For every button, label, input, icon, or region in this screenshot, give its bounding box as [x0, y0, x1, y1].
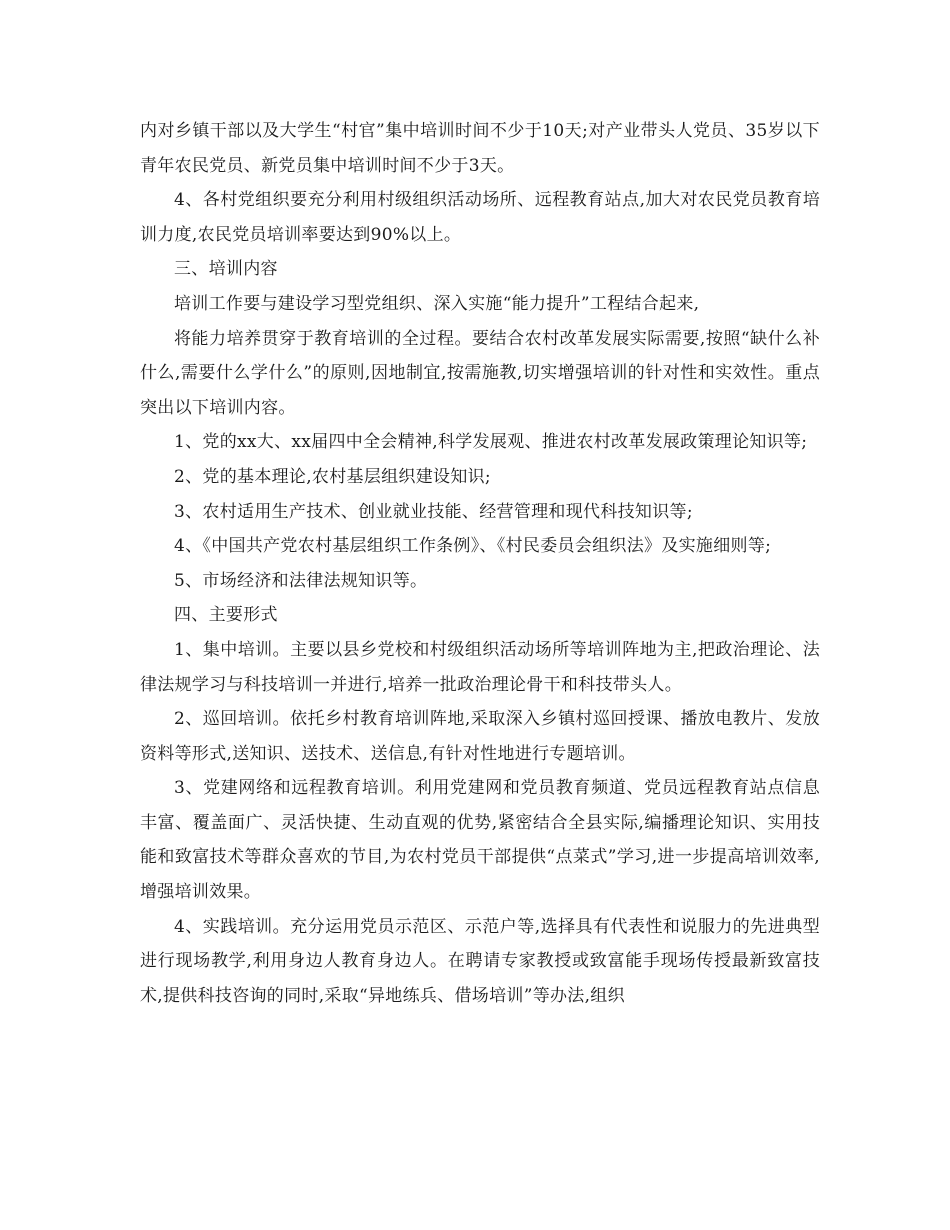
paragraph: 1、集中培训。主要以县乡党校和村级组织活动场所等培训阵地为主,把政治理论、法律法规学习与科技培训一并进行,培养一批政治理论骨干和科技带头人。	[140, 639, 820, 695]
paragraph: 3、党建网络和远程教育培训。利用党建网和党员教育频道、党员远程教育站点信息丰富、覆盖面广、灵活快捷、生动直观的优势,紧密结合全县实际,编播理论知识、实用技能和致富技术等群众喜欢的节目,为农村党员干部提供“点菜式”学习,进一步提高培训效率,增强培训效果。	[140, 778, 820, 903]
document-body	[140, 114, 820, 1013]
paragraph: 将能力培养贯穿于教育培训的全过程。要结合农村改革发展实际需要,按照“缺什么补什么,需要什么学什么”的原则,因地制宜,按需施教,切实增强培训的针对性和实效性。重点突出以下培训内容。	[140, 328, 820, 418]
paragraph: 2、党的基本理论,农村基层组织建设知识;	[174, 466, 491, 487]
paragraph: 四、主要形式	[174, 605, 278, 626]
paragraph: 1、党的xx大、xx届四中全会精神,科学发展观、推进农村改革发展政策理论知识等;	[174, 432, 808, 453]
paragraph: 培训工作要与建设学习型党组织、深入实施“能力提升”工程结合起来,	[174, 293, 700, 314]
paragraph: 内对乡镇干部以及大学生“村官”集中培训时间不少于10天;对产业带头人党员、35岁以下青年农民党员、新党员集中培训时间不少于3天。	[140, 121, 820, 176]
paragraph: 三、培训内容	[174, 259, 278, 280]
paragraph: 4、《中国共产党农村基层组织工作条例》、《村民委员会组织法》及实施细则等;	[174, 536, 772, 557]
paragraph: 4、各村党组织要充分利用村级组织活动场所、远程教育站点,加大对农民党员教育培训力度,农民党员培训率要达到90%以上。	[140, 190, 820, 245]
paragraph: 3、农村适用生产技术、创业就业技能、经营管理和现代科技知识等;	[174, 501, 693, 522]
paragraph: 4、实践培训。充分运用党员示范区、示范户等,选择具有代表性和说服力的先进典型进行现场教学,利用身边人教育身边人。在聘请专家教授或致富能手现场传授最新致富技术,提供科技咨询的同时,采取“异地练兵、借场培训”等办法,组织	[140, 916, 820, 1006]
paragraph: 2、巡回培训。依托乡村教育培训阵地,采取深入乡镇村巡回授课、播放电教片、发放资料等形式,送知识、送技术、送信息,有针对性地进行专题培训。	[140, 709, 820, 764]
paragraph: 5、市场经济和法律法规知识等。	[174, 570, 428, 591]
